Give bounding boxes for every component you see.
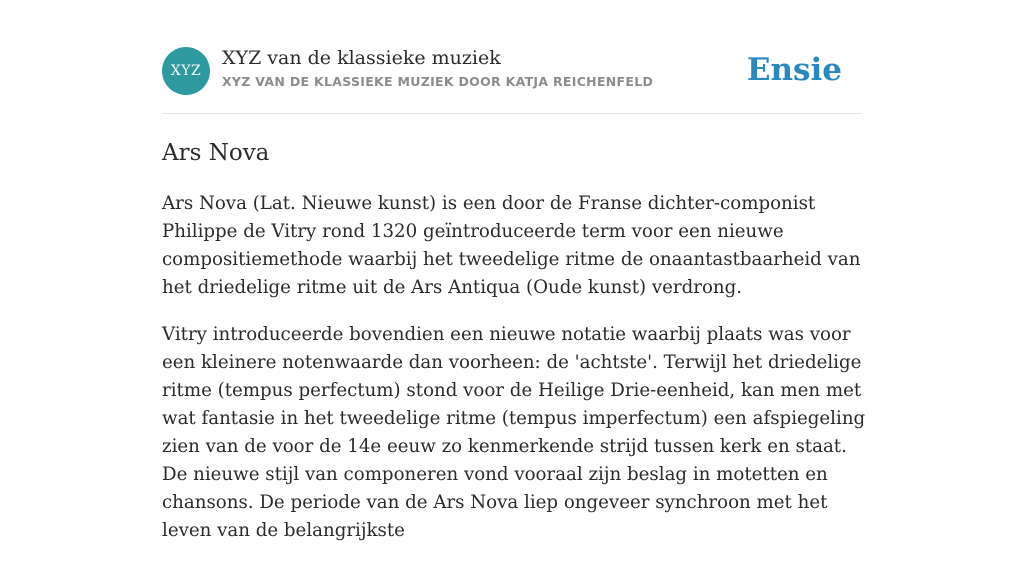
publication-avatar[interactable]: XYZ bbox=[162, 47, 210, 95]
ensie-logo[interactable]: Ensie bbox=[746, 52, 842, 88]
article-body bbox=[162, 190, 866, 564]
publication-header bbox=[162, 46, 862, 114]
article-title: Ars Nova bbox=[162, 140, 270, 166]
publication-title[interactable]: XYZ van de klassieke muziek bbox=[222, 47, 501, 69]
article-paragraph: Ars Nova (Lat. Nieuwe kunst) is een door de Franse dichter-componist Philippe de Vitry rond 1320 geïntroduceerde term voor een nieuwe compositiemethode waarbij het tweedelige ritme de onaantastbaarheid van het driedelige ritme uit de Ars Antiqua (Oude kunst) verdrong. bbox=[162, 193, 861, 298]
publication-subtitle[interactable]: XYZ VAN DE KLASSIEKE MUZIEK DOOR KATJA REICHENFELD bbox=[222, 74, 654, 89]
article-paragraph: Vitry introduceerde bovendien een nieuwe notatie waarbij plaats was voor een kleinere notenwaarde dan voorheen: de 'achtste'. Terwijl het driedelige ritme (tempus perfectum) stond voor de Heilige Drie-eenheid, kan men met wat fantasie in het tweedelige ritme (tempus imperfectum) een afspiegeling zien van de voor de 14e eeuw zo kenmerkende strijd tussen kerk en staat. De nieuwe stijl van componeren vond vooraal zijn beslag in motetten en chansons. De periode van de Ars Nova liep ongeveer synchroon met het leven van de belangrijkste bbox=[162, 324, 866, 541]
